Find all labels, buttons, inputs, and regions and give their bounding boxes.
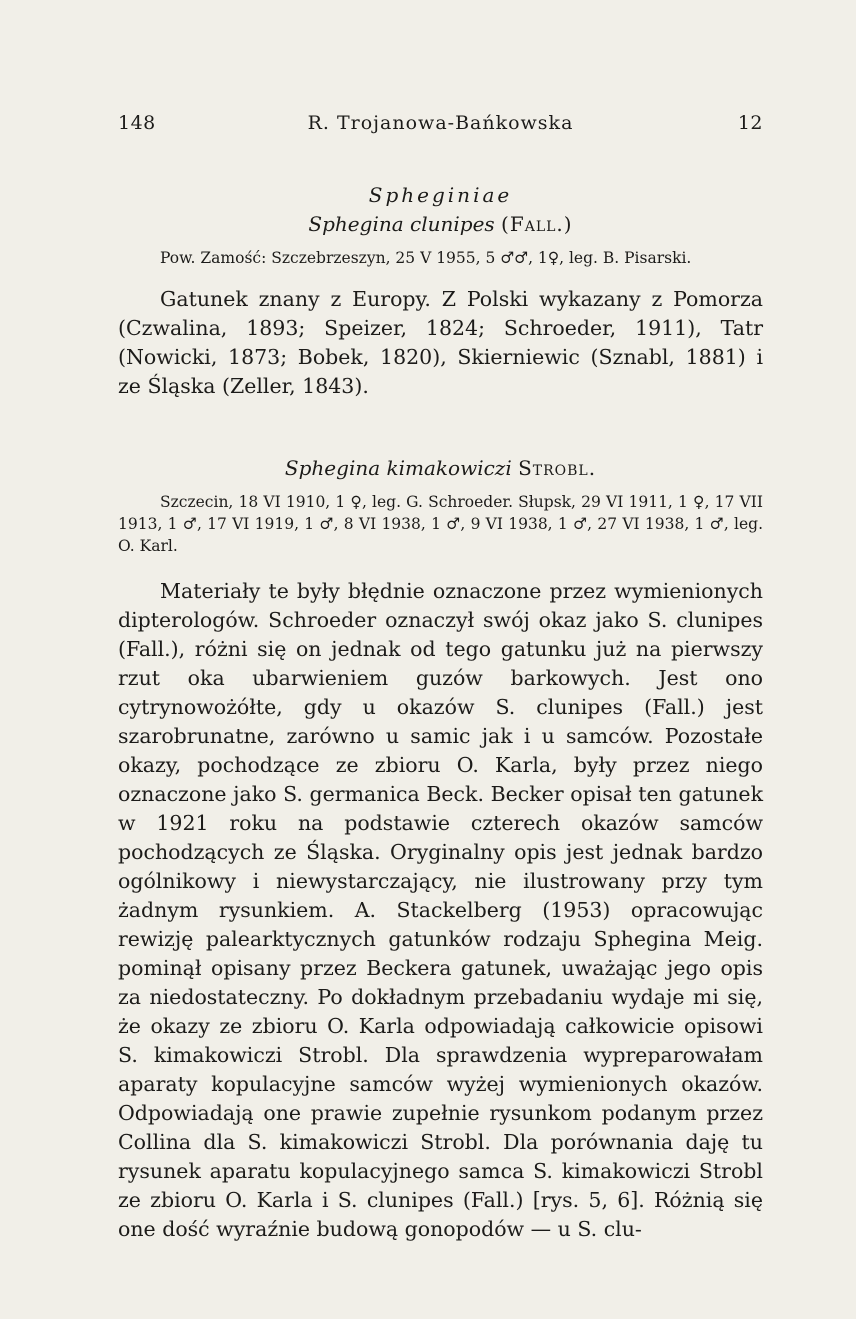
paragraph-1 [118, 285, 763, 401]
locality-record-1-text: Pow. Zamość: Szczebrzeszyn, 25 V 1955, 5 ♂♂, 1♀, leg. B. Pisarski. [160, 249, 692, 267]
locality-record-2 [118, 491, 763, 557]
running-author: R. Trojanowa-Bańkowska [307, 112, 574, 134]
subfamily-heading: Spheginiae [368, 183, 513, 207]
locality-record-2-text: Szczecin, 18 VI 1910, 1 ♀, leg. G. Schroeder. Słupsk, 29 VI 1911, 1 ♀, 17 VII 1913, 1 ♂, 17 VI 1919, 1 ♂, 8 VI 1938, 1 ♂, 9 VI 1938, 1 ♂, 27 VI 1938, 1 ♂, leg. O. Karl. [118, 493, 763, 555]
locality-record-1 [118, 247, 763, 269]
species-name-2: Sphegina kimakowiczi [284, 456, 512, 480]
species-author-1: (Fall.) [501, 212, 573, 236]
issue-number: 12 [737, 112, 763, 134]
species-heading-2 [118, 456, 763, 480]
page-number: 148 [118, 112, 156, 134]
species-heading-1 [118, 212, 763, 236]
running-header [118, 112, 763, 142]
paragraph-2 [118, 577, 763, 1244]
paragraph-1-text: Gatunek znany z Europy. Z Polski wykazany z Pomorza (Czwalina, 1893; Speizer, 1824; Schroeder, 1911), Tatr (Nowicki, 1873; Bobek, 1820), Skierniewic (Sznabl, 1881) i ze Śląska (Zeller, 1843). [118, 287, 763, 398]
species-author-2: Strobl. [518, 456, 597, 480]
species-name-1: Sphegina clunipes [308, 212, 495, 236]
paragraph-2-text: Materiały te były błędnie oznaczone przez wymienionych dipterologów. Schroeder oznaczył swój okaz jako S. clunipes (Fall.), różni się on jednak od tego gatunku już na pierwszy rzut oka ubarwieniem guzów barkowych. Jest ono cytrynowożółte, gdy u okazów S. clunipes (Fall.) jest szarobrunatne, zarówno u samic jak i u samców. Pozostałe okazy, pochodzące ze zbioru O. Karla, były przez niego oznaczone jako S. germanica Beck. Becker opisał ten gatunek w 1921 roku na podstawie czterech okazów samców pochodzących ze Śląska. Oryginalny opis jest jednak bardzo ogólnikowy i niewystarczający, nie ilustrowany przy tym żadnym rysunkiem. A. Stackelberg (1953) opracowując rewizję palearktycznych gatunków rodzaju Sphegina Meig. pominął opisany przez Beckera gatunek, uważając jego opis za niedostateczny. Po dokładnym przebadaniu wydaje mi się, że okazy ze zbioru O. Karla odpowiadają całkowicie opisowi S. kimakowiczi Strobl. Dla sprawdzenia wypreparowałam aparaty kopulacyjne samców wyżej wymienionych okazów. Odpowiadają one prawie zupełnie rysunkom podanym przez Collina dla S. kimakowiczi Strobl. Dla porównania daję tu rysunek aparatu kopulacyjnego samca S. kimakowiczi Strobl ze zbioru O. Karla i S. clunipes (Fall.) [rys. 5, 6]. Różnią się one dość wyraźnie budową gonopodów — u S. clu- [118, 579, 763, 1241]
